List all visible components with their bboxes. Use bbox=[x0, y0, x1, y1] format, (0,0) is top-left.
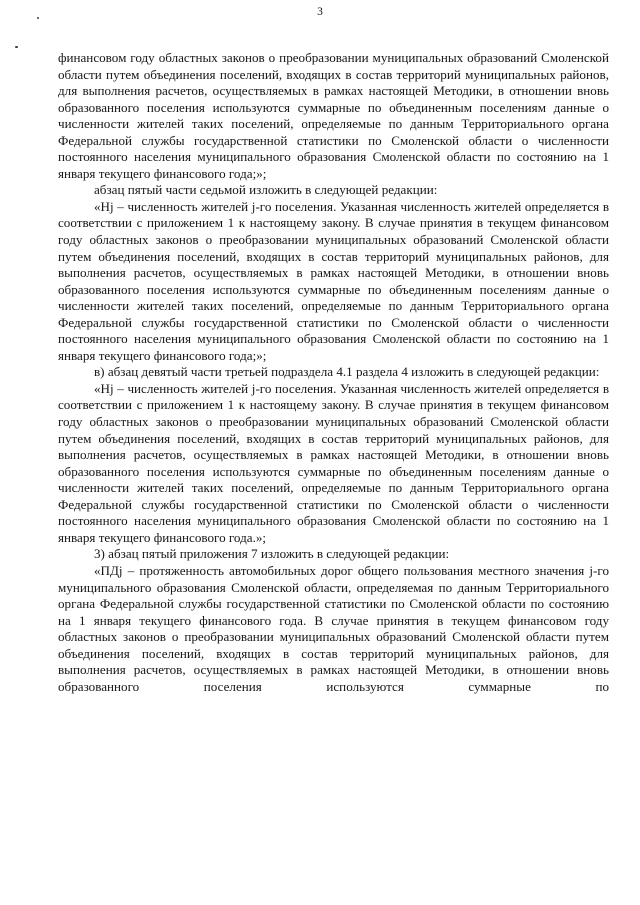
paragraph-amendment-heading: в) абзац девятый части третьей подраздела 4.1 раздела 4 изложить в следующей редакции: bbox=[94, 364, 600, 380]
page-number: 3 bbox=[317, 6, 323, 18]
paragraph-amendment-heading: абзац пятый части седьмой изложить в следующей редакции: bbox=[94, 182, 438, 198]
paragraph-quoted-definition: «Hj – численность жителей j-го поселения. Указанная численность жителей определяется в соответствии с приложением 1 к настоящему закону. В случае принятия в текущем финансовом году областных законов о преобразовании муниципальных образований Смоленской области путем объединения поселений, входящих в состав территорий муниципальных районов, для выполнения расчетов, осуществляемых в рамках настоящей Методики, в отношении вновь образованного поселения используются суммарные по объединенным поселениям данные о численности жителей таких поселений, определяемые по данным Территориального органа Федеральной службы государственной статистики по Смоленской области о численности постоянного населения муниципального образования Смоленской области по состоянию на 1 января текущего финансового года;»; bbox=[58, 198, 609, 363]
paragraph-amendment-heading: 3) абзац пятый приложения 7 изложить в следующей редакции: bbox=[94, 546, 450, 562]
scan-speck bbox=[15, 46, 18, 48]
paragraph-quoted-definition: «Hj – численность жителей j-го поселения. Указанная численность жителей определяется в соответствии с приложением 1 к настоящему закону. В случае принятия в текущем финансовом году областных законов о преобразовании муниципальных образований Смоленской области путем объединения поселений, входящих в состав территорий муниципальных районов, для выполнения расчетов, осуществляемых в рамках настоящей Методики, в отношении вновь образованного поселения используются суммарные по объединенным поселениям данные о численности жителей таких поселений, определяемые по данным Территориального органа Федеральной службы государственной статистики по Смоленской области о численности постоянного населения муниципального образования Смоленской области по состоянию на 1 января текущего финансового года.»; bbox=[58, 380, 609, 545]
paragraph-continuation: финансовом году областных законов о преобразовании муниципальных образований Смоленской области путем объединения поселений, входящих в состав территорий муниципальных районов, для выполнения расчетов, осуществляемых в рамках настоящей Методики, в отношении вновь образованного поселения используются суммарные по объединенным поселениям данные о численности жителей таких поселений, определяемые по данным Территориального органа Федеральной службы государственной статистики по Смоленской области о численности постоянного населения муниципального образования Смоленской области по состоянию на 1 января текущего финансового года;»; bbox=[58, 50, 609, 181]
paragraph-quoted-definition: «ПДj – протяженность автомобильных дорог общего пользования местного значения j-го муниципального образования Смоленской области, определяемая по данным Территориального органа Федеральной службы государственной статистики по Смоленской области по состоянию на 1 января текущего финансового года. В случае принятия в текущем финансовом году областных законов о преобразовании муниципальных образований Смоленской области путем объединения поселений, входящих в состав территорий муниципальных районов, для выполнения расчетов, осуществляемых в рамках настоящей Методики, в отношении вновь образованного поселения используются суммарные по bbox=[58, 562, 609, 694]
document-body bbox=[58, 50, 609, 695]
